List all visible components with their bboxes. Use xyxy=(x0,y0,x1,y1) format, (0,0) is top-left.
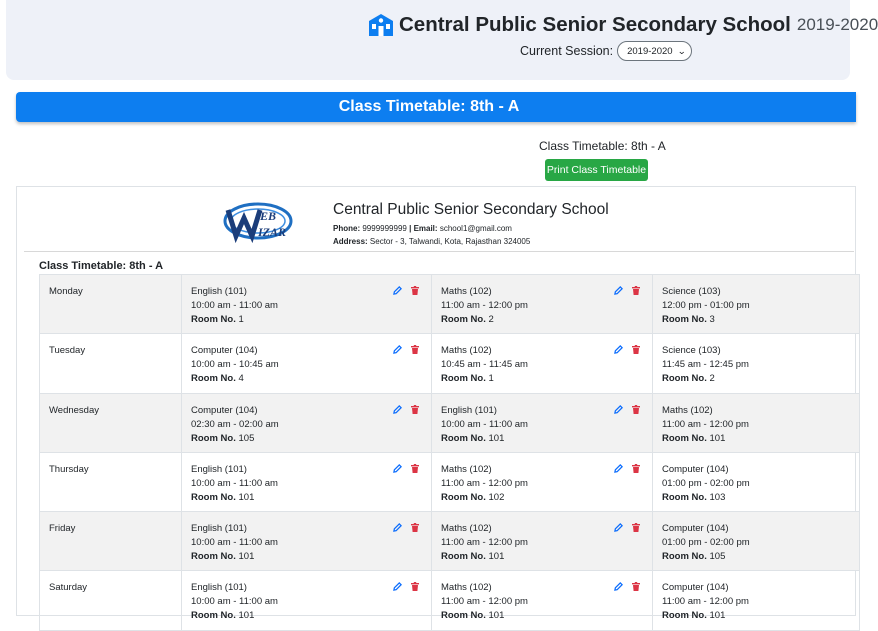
trash-icon[interactable] xyxy=(632,345,640,354)
day-cell: Wednesday xyxy=(40,393,182,452)
room-number: 101 xyxy=(709,610,726,622)
banner-title: Class Timetable: 8th - A xyxy=(338,98,520,115)
pencil-icon[interactable] xyxy=(614,523,623,532)
period-time: 10:00 am - 11:00 am xyxy=(191,300,278,311)
room-number: 1 xyxy=(238,314,244,325)
room-number: 101 xyxy=(238,491,255,503)
room-number: 4 xyxy=(238,373,244,385)
room-number: 101 xyxy=(488,610,505,622)
period-cell xyxy=(653,334,860,393)
school-name: Central Public Senior Secondary School xyxy=(399,13,791,36)
session-year: 2019-2020 xyxy=(796,15,878,34)
session-label: Current Session: xyxy=(520,44,614,58)
room-label: Room No. xyxy=(441,432,486,444)
trash-icon[interactable] xyxy=(632,582,640,591)
room-label: Room No. xyxy=(191,432,236,444)
room-label: Room No. xyxy=(191,373,236,385)
room-label: Room No. xyxy=(441,551,486,563)
day-cell: Tuesday xyxy=(40,334,182,393)
room-label: Room No. xyxy=(191,610,236,622)
period-time: 10:45 am - 11:45 am xyxy=(441,359,528,371)
session-select-value: 2019-2020 xyxy=(627,45,673,57)
room-label: Room No. xyxy=(662,551,707,563)
period-room xyxy=(441,609,644,623)
trash-icon[interactable] xyxy=(411,405,419,414)
email-value: school1@gmail.com xyxy=(439,224,512,233)
period-subject: Maths (102) xyxy=(441,523,492,535)
period-cell xyxy=(182,452,432,511)
period-room xyxy=(662,313,851,327)
svg-text:EB: EB xyxy=(260,209,277,223)
card-school-name: Central Public Senior Secondary School xyxy=(333,201,609,218)
period-time: 01:00 pm - 02:00 pm xyxy=(662,477,750,489)
phone-label: Phone: xyxy=(333,224,361,233)
period-time: 11:45 am - 12:45 pm xyxy=(662,359,749,371)
period-cell xyxy=(653,571,860,630)
period-actions xyxy=(393,405,419,414)
period-room xyxy=(662,491,851,505)
room-number: 2 xyxy=(488,314,494,325)
period-actions xyxy=(393,464,419,473)
period-subject: Computer (104) xyxy=(662,523,729,535)
webwizar-logo xyxy=(222,200,294,242)
timetable-table xyxy=(39,274,860,631)
table-row xyxy=(40,275,860,334)
period-subject: English (101) xyxy=(191,463,247,475)
table-row xyxy=(40,334,860,393)
room-number: 103 xyxy=(709,491,726,503)
contact-separator: | xyxy=(409,224,412,233)
period-actions xyxy=(393,523,419,532)
room-number: 101 xyxy=(488,551,505,563)
room-label: Room No. xyxy=(191,491,236,503)
trash-icon[interactable] xyxy=(411,464,419,473)
period-actions xyxy=(614,464,640,473)
period-subject: English (101) xyxy=(441,404,497,416)
table-row xyxy=(40,393,860,452)
period-subject: Computer (104) xyxy=(191,345,258,357)
period-cell xyxy=(182,393,432,452)
period-subject: Maths (102) xyxy=(662,404,713,416)
pencil-icon[interactable] xyxy=(393,405,402,414)
period-subject: English (101) xyxy=(191,523,247,535)
room-label: Room No. xyxy=(441,610,486,622)
period-cell xyxy=(653,512,860,571)
day-cell: Saturday xyxy=(40,571,182,630)
period-cell xyxy=(432,512,653,571)
period-actions xyxy=(393,345,419,354)
trash-icon[interactable] xyxy=(411,523,419,532)
period-actions xyxy=(393,286,419,295)
period-cell xyxy=(432,571,653,630)
pencil-icon[interactable] xyxy=(393,464,402,473)
period-time: 10:00 am - 10:45 am xyxy=(191,359,279,371)
period-time: 10:00 am - 11:00 am xyxy=(191,596,278,608)
print-timetable-button[interactable]: Print Class Timetable xyxy=(545,159,648,181)
period-subject: English (101) xyxy=(191,286,247,297)
pencil-icon[interactable] xyxy=(614,405,623,414)
period-actions xyxy=(614,345,640,354)
room-label: Room No. xyxy=(191,551,236,563)
period-time: 11:00 am - 12:00 pm xyxy=(441,537,528,549)
period-room xyxy=(441,491,644,505)
period-cell xyxy=(432,334,653,393)
pencil-icon[interactable] xyxy=(393,582,402,591)
session-select[interactable] xyxy=(617,41,692,61)
room-number: 101 xyxy=(709,432,726,444)
period-room xyxy=(191,313,423,327)
period-cell xyxy=(182,512,432,571)
room-number: 101 xyxy=(238,610,255,622)
room-number: 105 xyxy=(709,551,726,563)
room-label: Room No. xyxy=(441,314,486,325)
trash-icon[interactable] xyxy=(632,464,640,473)
period-room xyxy=(662,432,851,446)
period-cell xyxy=(653,393,860,452)
room-label: Room No. xyxy=(441,373,486,385)
period-time: 01:00 pm - 02:00 pm xyxy=(662,537,750,549)
period-room xyxy=(441,550,644,564)
address-value: Sector - 3, Talwandi, Kota, Rajasthan 324005 xyxy=(369,236,531,246)
period-actions xyxy=(614,286,640,295)
period-subject: Computer (104) xyxy=(662,463,729,475)
room-label: Room No. xyxy=(662,314,707,325)
pencil-icon[interactable] xyxy=(614,345,623,354)
timetable-subtitle: Class Timetable: 8th - A xyxy=(539,139,666,153)
period-room xyxy=(662,550,851,564)
period-cell xyxy=(653,275,860,334)
period-room xyxy=(441,313,644,327)
period-actions xyxy=(614,582,640,591)
trash-icon[interactable] xyxy=(632,405,640,414)
period-subject: Science (103) xyxy=(662,345,721,357)
phone-value: 9999999999 xyxy=(362,224,407,233)
room-number: 101 xyxy=(238,551,255,563)
period-cell xyxy=(182,334,432,393)
room-label: Room No. xyxy=(662,432,707,444)
period-room xyxy=(662,609,851,623)
period-cell xyxy=(182,275,432,334)
period-subject: Computer (104) xyxy=(191,404,258,416)
pencil-icon[interactable] xyxy=(393,523,402,532)
room-number: 1 xyxy=(488,373,494,385)
period-time: 02:30 am - 02:00 am xyxy=(191,418,279,430)
period-time: 10:00 am - 11:00 am xyxy=(441,418,528,430)
period-room xyxy=(441,372,644,386)
period-cell xyxy=(432,452,653,511)
period-subject: English (101) xyxy=(191,582,247,594)
pencil-icon[interactable] xyxy=(614,286,623,295)
period-actions xyxy=(393,582,419,591)
period-room xyxy=(191,491,423,505)
day-cell: Monday xyxy=(40,275,182,334)
school-building-icon xyxy=(368,13,394,37)
table-row xyxy=(40,571,860,630)
period-subject: Maths (102) xyxy=(441,286,492,297)
period-time: 11:00 am - 12:00 pm xyxy=(441,477,528,489)
day-cell: Friday xyxy=(40,512,182,571)
trash-icon[interactable] xyxy=(411,345,419,354)
pencil-icon[interactable] xyxy=(614,464,623,473)
email-label: Email: xyxy=(413,224,438,233)
trash-icon[interactable] xyxy=(411,582,419,591)
svg-text:IZAR: IZAR xyxy=(258,225,287,239)
page-title xyxy=(368,13,878,37)
period-room xyxy=(191,432,423,446)
room-number: 101 xyxy=(488,432,505,444)
room-number: 3 xyxy=(709,314,715,325)
period-subject: Maths (102) xyxy=(441,463,492,475)
period-time: 11:00 am - 12:00 pm xyxy=(662,596,749,608)
room-label: Room No. xyxy=(441,491,486,503)
period-time: 10:00 am - 11:00 am xyxy=(191,477,278,489)
trash-icon[interactable] xyxy=(632,523,640,532)
room-label: Room No. xyxy=(662,491,707,503)
period-actions xyxy=(614,523,640,532)
address-label: Address: xyxy=(333,236,368,246)
pencil-icon[interactable] xyxy=(393,286,402,295)
trash-icon[interactable] xyxy=(411,286,419,295)
room-label: Room No. xyxy=(191,314,236,325)
period-time: 11:00 am - 12:00 pm xyxy=(662,418,749,430)
period-cell xyxy=(432,393,653,452)
pencil-icon[interactable] xyxy=(393,345,402,354)
table-row xyxy=(40,452,860,511)
period-cell xyxy=(653,452,860,511)
timetable-banner xyxy=(16,92,856,122)
period-time: 12:00 pm - 01:00 pm xyxy=(662,300,750,311)
session-row xyxy=(520,41,692,61)
period-time: 11:00 am - 12:00 pm xyxy=(441,596,528,608)
period-subject: Maths (102) xyxy=(441,345,492,357)
chevron-down-icon: ⌄ xyxy=(676,45,686,56)
period-actions xyxy=(614,405,640,414)
period-subject: Computer (104) xyxy=(662,582,729,594)
room-number: 102 xyxy=(488,491,505,503)
day-cell: Thursday xyxy=(40,452,182,511)
timetable-label: Class Timetable: 8th - A xyxy=(39,260,164,272)
period-time: 10:00 am - 11:00 am xyxy=(191,537,278,549)
period-room xyxy=(191,609,423,623)
trash-icon[interactable] xyxy=(632,286,640,295)
pencil-icon[interactable] xyxy=(614,582,623,591)
period-room xyxy=(441,432,644,446)
period-cell xyxy=(182,571,432,630)
period-subject: Science (103) xyxy=(662,286,721,297)
period-time: 11:00 am - 12:00 pm xyxy=(441,300,528,311)
room-label: Room No. xyxy=(662,610,707,622)
period-room xyxy=(191,550,423,564)
period-room xyxy=(662,372,851,386)
room-label: Room No. xyxy=(662,373,707,385)
school-contact xyxy=(333,223,530,248)
room-number: 105 xyxy=(238,432,255,444)
room-number: 2 xyxy=(709,373,715,385)
table-row xyxy=(40,512,860,571)
header-card xyxy=(6,0,850,80)
divider xyxy=(24,251,854,252)
period-subject: Maths (102) xyxy=(441,582,492,594)
period-cell xyxy=(432,275,653,334)
period-room xyxy=(191,372,423,386)
